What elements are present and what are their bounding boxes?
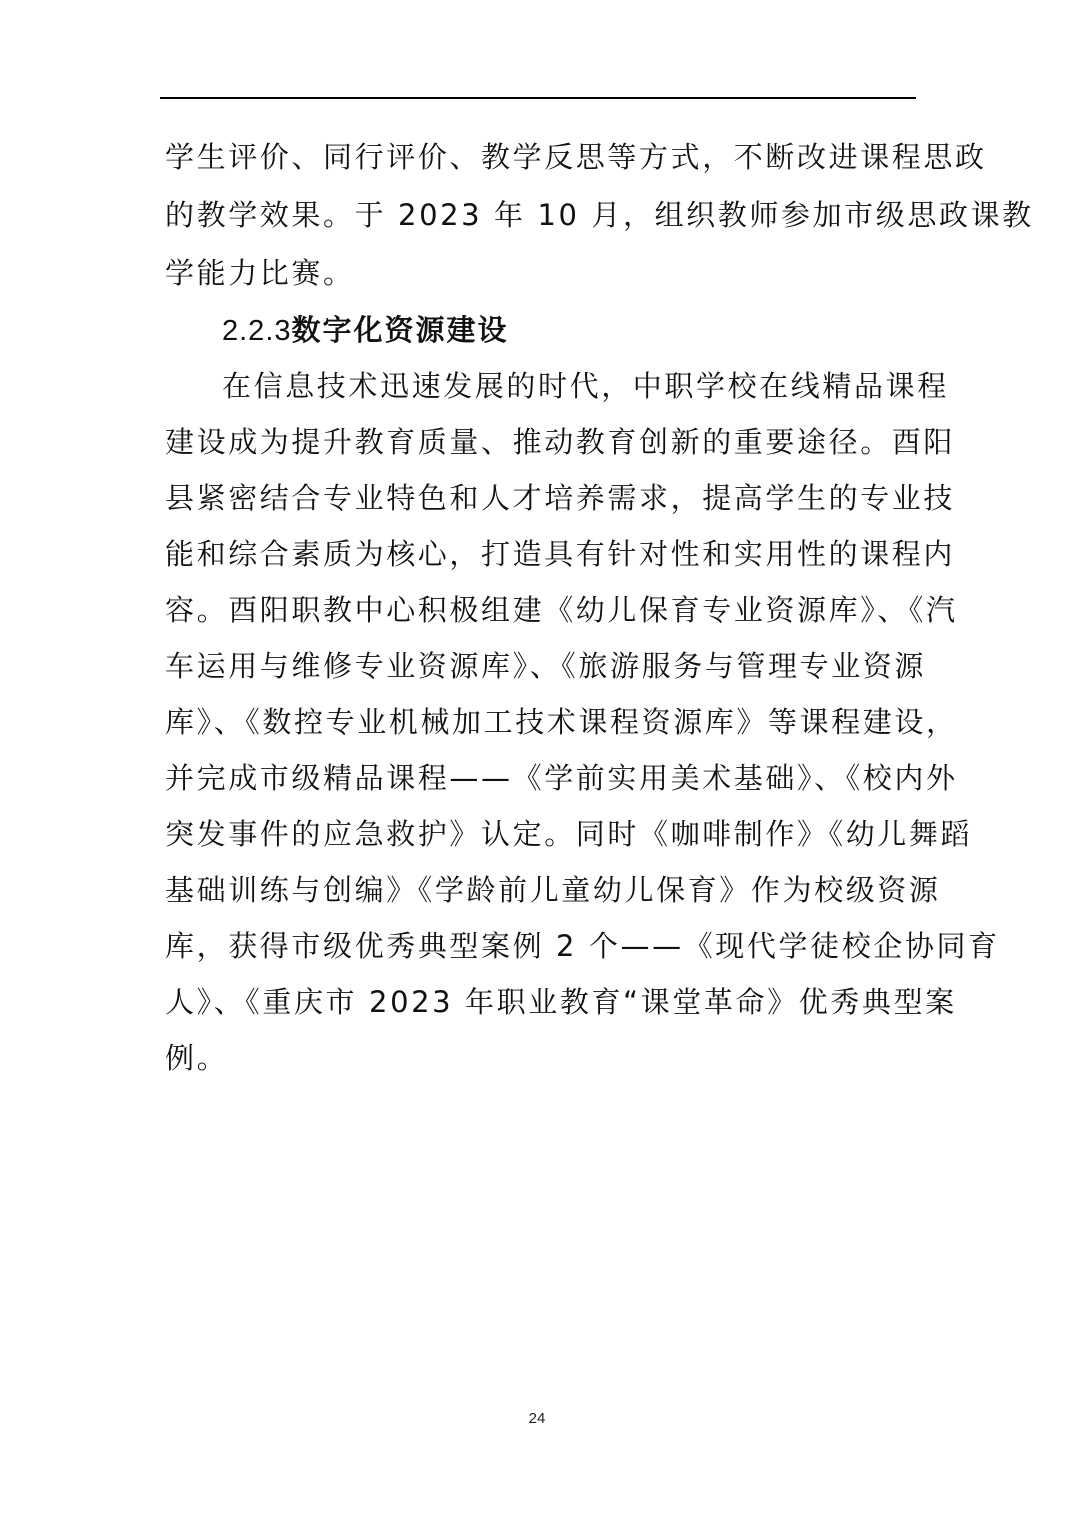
paragraph-line: 容。酉阳职教中心积极组建《幼儿保育专业资源库》、《汽 <box>165 593 958 627</box>
paragraph-line: 能和综合素质为核心，打造具有针对性和实用性的课程内 <box>165 537 956 571</box>
paragraph-line: 在信息技术迅速发展的时代，中职学校在线精品课程 <box>222 369 949 403</box>
paragraph-line: 突发事件的应急救护》认定。同时《咖啡制作》《幼儿舞蹈 <box>165 817 973 851</box>
paragraph-line: 人》、《重庆市 2023 年职业教育“课堂革命》优秀典型案 <box>165 985 957 1019</box>
paragraph-line: 县紧密结合专业特色和人才培养需求，提高学生的专业技 <box>165 481 956 515</box>
text-line: 学生评价、同行评价、教学反思等方式，不断改进课程思政 <box>165 140 987 174</box>
text-line: 学能力比赛。 <box>165 256 355 290</box>
paragraph-line: 建设成为提升教育质量、推动教育创新的重要途径。酉阳 <box>165 425 956 459</box>
section-title: 数字化资源建设 <box>291 313 509 347</box>
paragraph-line: 库，获得市级优秀典型案例 2 个——《现代学徒校企协同育 <box>165 929 1000 963</box>
paragraph-line: 并完成市级精品课程——《学前实用美术基础》、《校内外 <box>165 761 958 795</box>
paragraph-line: 库》、《数控专业机械加工技术课程资源库》等课程建设， <box>165 705 958 739</box>
header-rule <box>160 97 916 99</box>
section-heading <box>222 308 509 352</box>
paragraph-line: 基础训练与创编》《学龄前儿童幼儿保育》作为校级资源 <box>165 873 941 907</box>
page-number: 24 <box>528 1410 546 1427</box>
paragraph-line: 车运用与维修专业资源库》、《旅游服务与管理专业资源 <box>165 649 927 683</box>
section-number: 2.2.3 <box>222 315 292 347</box>
text-line: 的教学效果。于 2023 年 10 月，组织教师参加市级思政课教 <box>165 198 1034 232</box>
paragraph-line: 例。 <box>165 1041 229 1075</box>
